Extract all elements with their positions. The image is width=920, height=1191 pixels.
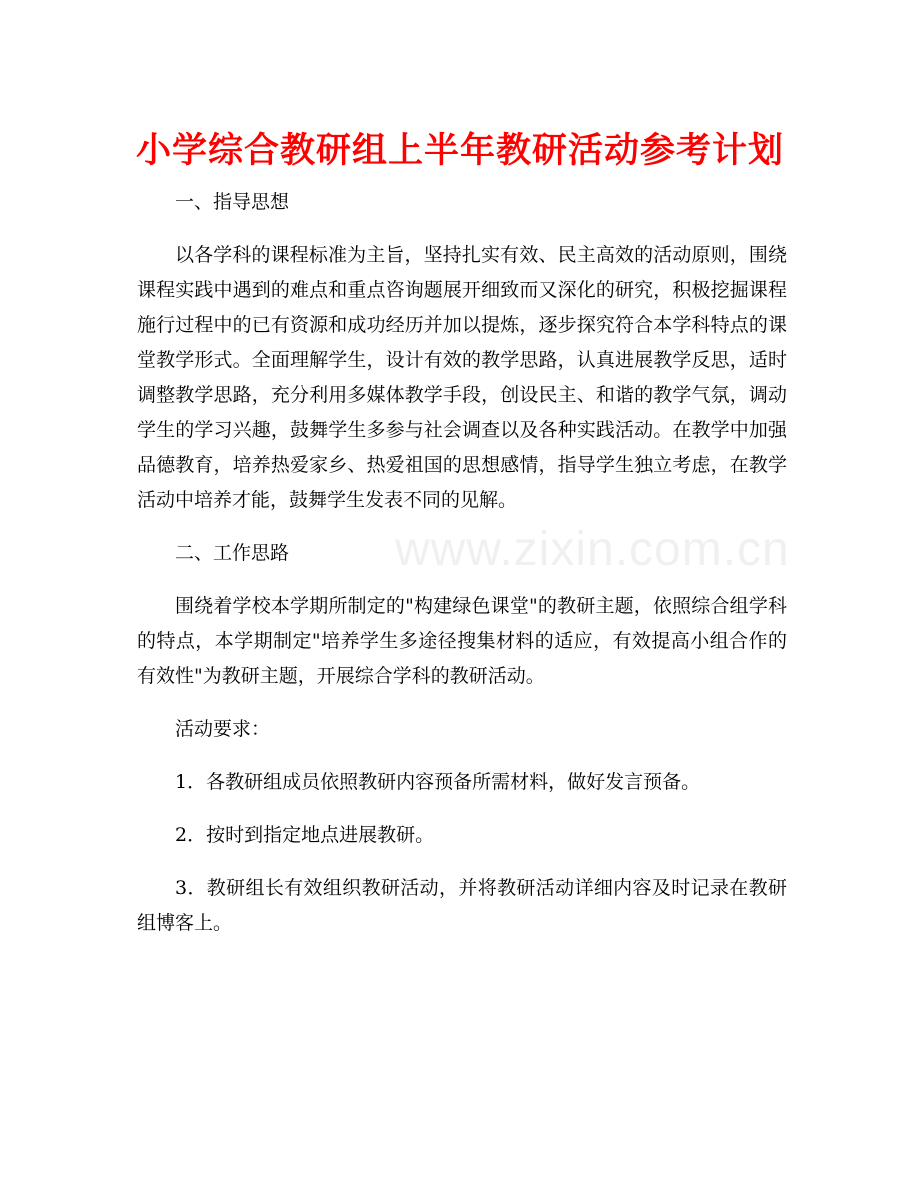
- requirement-item-1: 1．各教研组成员依照教研内容预备所需材料，做好发言预备。: [175, 771, 701, 793]
- watermark: www.zixin.com.cn: [395, 523, 790, 576]
- paragraph-guiding-thought: 以各学科的课程标准为主旨，坚持扎实有效、民主高效的活动原则，围绕课程实践中遇到的难点和重点咨询题展开细致而又深化的研究，积极挖掘课程施行过程中的已有资源和成功经历并加以提炼，逐步探究符合本学科特点的课堂教学形式。全面理解学生，设计有效的教学思路，认真进展教学反思，适时调整教学思路，充分利用多媒体教学手段，创设民主、和谐的教学气氛，调动学生的学习兴趣，鼓舞学生多参与社会调查以及各种实践活动。在教学中加强品德教育，培养热爱家乡、热爱祖国的思想感情，指导学生独立考虑，在教学活动中培养才能，鼓舞学生发表不同的见解。: [137, 244, 787, 511]
- requirement-item-3: 3．教研组长有效组织教研活动，并将教研活动详细内容及时记录在教研组博客上。: [137, 877, 787, 934]
- document-body: [137, 185, 790, 959]
- section-heading-guiding-thought: 一、指导思想: [175, 191, 290, 213]
- document-title: 小学综合教研组上半年教研活动参考计划: [135, 131, 784, 171]
- section-heading-work-approach: 二、工作思路: [175, 542, 290, 564]
- paragraph-work-approach: 围绕着学校本学期所制定的"构建绿色课堂"的教研主题，依照综合组学科的特点，本学期制定"培养学生多途径搜集材料的适应，有效提高小组合作的有效性"为教研主题，开展综合学科的教研活动。: [137, 595, 787, 687]
- requirement-item-2: 2．按时到指定地点进展教研。: [175, 824, 435, 846]
- activity-requirements-heading: 活动要求：: [175, 718, 271, 740]
